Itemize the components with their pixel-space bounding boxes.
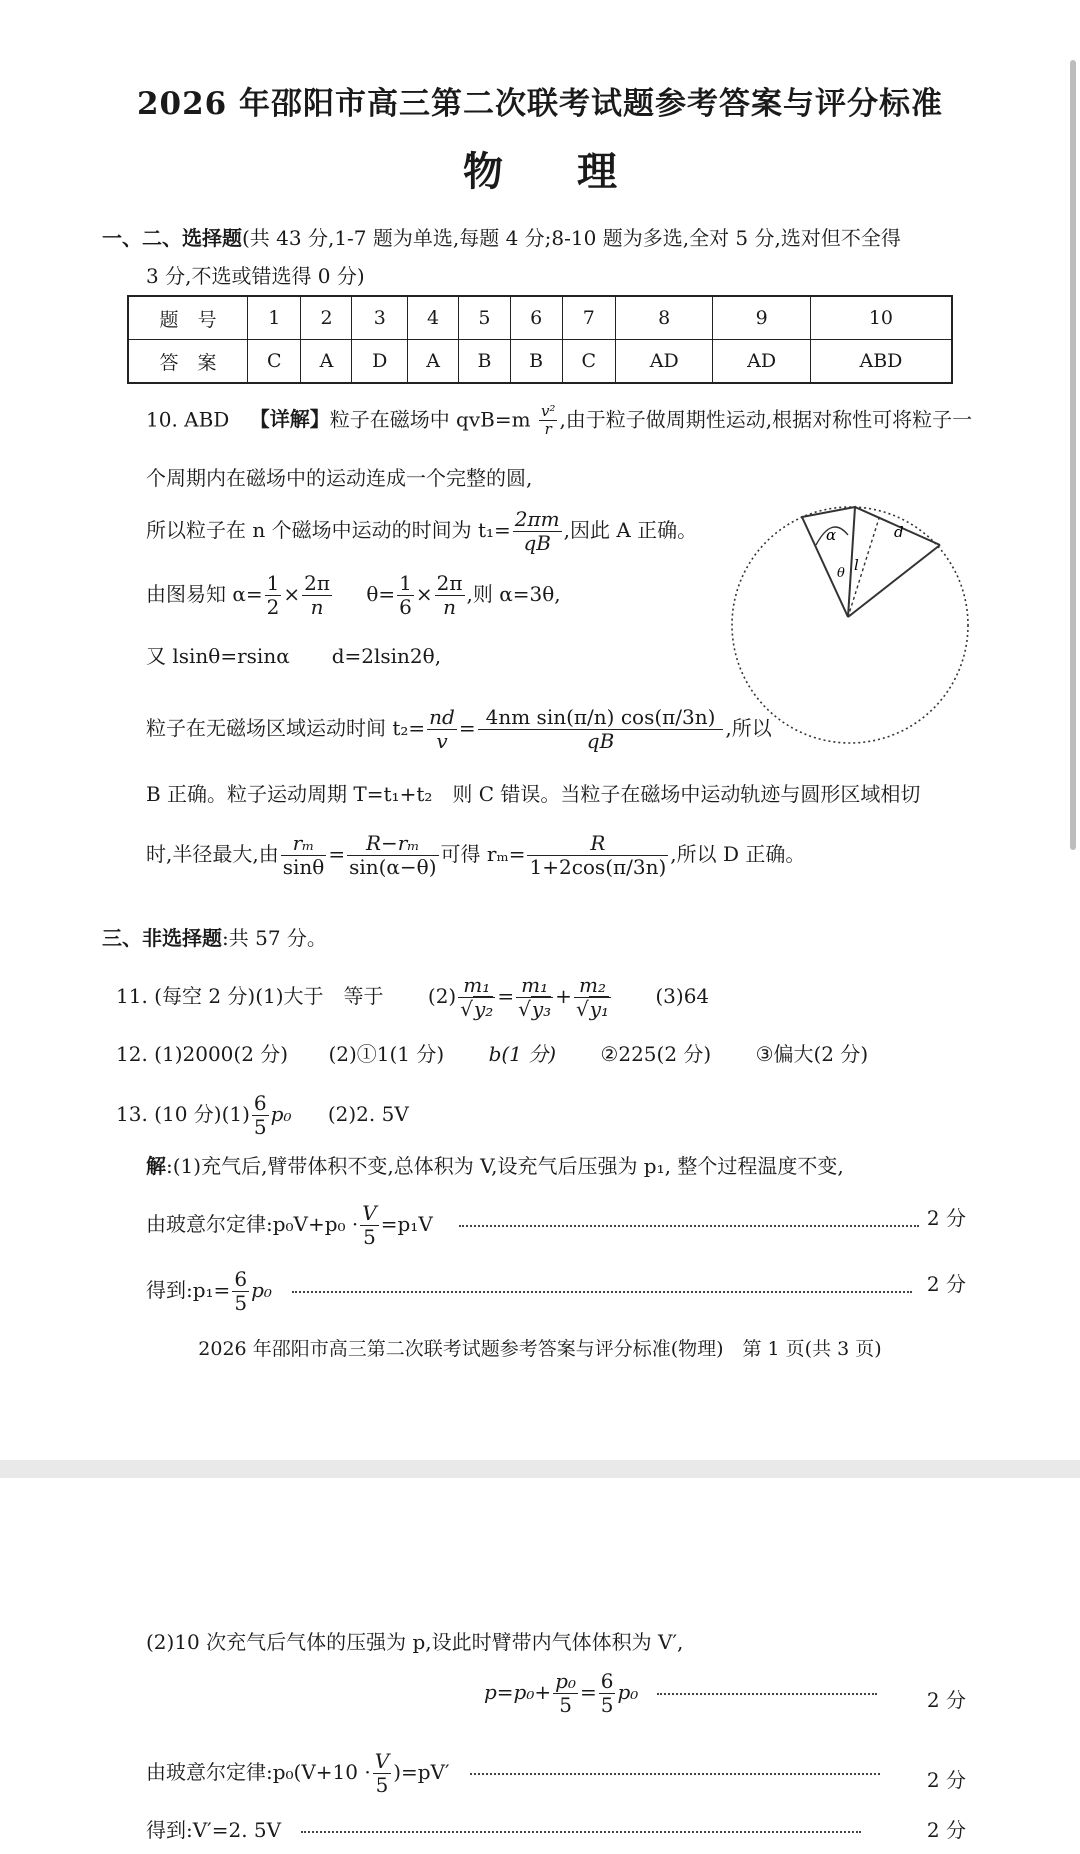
table-cell: 9 (713, 296, 810, 340)
q13-text: (2)2. 5V (327, 1102, 409, 1126)
table-cell: A (408, 340, 459, 384)
denominator: 5 (559, 1693, 572, 1717)
denominator: v (436, 729, 448, 753)
q13-text: p₀ (270, 1102, 292, 1126)
section1-line1 (102, 222, 901, 251)
q10-text-tail: ,因此 A 正确。 (563, 518, 698, 542)
fraction (458, 974, 495, 1021)
fraction (478, 706, 724, 753)
q13-part2-eq (484, 1670, 966, 1717)
fraction (574, 974, 611, 1021)
radius-line (848, 545, 940, 617)
q10-line6 (146, 706, 772, 753)
section3-line (102, 922, 327, 951)
table-cell: ABD (810, 340, 952, 384)
score-label: 2 分 (926, 1688, 966, 1712)
fraction (539, 403, 558, 439)
alpha-label: α (826, 526, 837, 544)
d-label: d (894, 523, 904, 541)
dot-leader (657, 1693, 877, 1695)
numerator: 6 (600, 1669, 614, 1693)
denominator: √y₃ (518, 997, 552, 1021)
numerator: 2πm (514, 507, 560, 531)
subject-heading: 物 理 (463, 148, 647, 195)
q10-text-tail: ,所以 D 正确。 (670, 842, 806, 866)
solution-text: :(1)充气后,臂带体积不变,总体积为 V,设充气后压强为 p₁, 整个过程温度不变, (166, 1154, 844, 1178)
equation-text: 由玻意尔定律:p₀V+p₀ · (146, 1212, 359, 1236)
q13-solution-line1 (146, 1150, 844, 1179)
triangle-path (802, 507, 855, 617)
q10-line5 (146, 640, 441, 669)
q10-text: 时,半径最大,由 (146, 842, 279, 866)
numerator: p₀ (555, 1669, 576, 1693)
fraction (265, 572, 282, 619)
sqrt-content: y₂ (474, 997, 494, 1021)
q10-text: 所以粒子在 n 个磁场中运动的时间为 t₁= (146, 518, 511, 542)
q10-text: × (283, 582, 301, 606)
section3-tail: :共 57 分。 (222, 926, 327, 950)
fraction (252, 1092, 269, 1139)
q10-text: ,则 α=3θ, (466, 582, 561, 606)
denominator: qB (523, 531, 551, 555)
fraction (599, 1670, 616, 1717)
page-footer: 2026 年邵阳市高三第二次联考试题参考答案与评分标准(物理) 第 1 页(共 3 页) (198, 1338, 882, 1360)
q10-text: 粒子在磁场中 qvB=m (329, 407, 531, 432)
table-cell: 2 (301, 296, 352, 340)
equation-text: 由玻意尔定律:p₀(V+10 · (146, 1760, 371, 1784)
table-cell: 6 (510, 296, 562, 340)
q13-boyle-line (146, 1202, 966, 1249)
q13-text: 13. (10 分)(1) (116, 1102, 250, 1126)
numerator: m₁ (458, 974, 495, 998)
q10-text: 可得 rₘ= (440, 842, 526, 866)
table-cell: D (352, 340, 408, 384)
numerator: rₘ (281, 832, 327, 856)
numerator: 1 (266, 571, 280, 595)
equation-text: p₀ (251, 1278, 272, 1302)
q11-text: 11. (每空 2 分)(1)大于 等于 (116, 984, 384, 1008)
numerator: V (374, 1749, 390, 1773)
q10-text: 由图易知 α= (146, 582, 263, 606)
denominator: 5 (600, 1693, 614, 1717)
numerator: v² (540, 402, 556, 420)
dot-leader (459, 1225, 919, 1227)
numerator: 4nm sin(π/n) cos(π/3n) (478, 706, 724, 730)
q11-line: 11. (每空 2 分)(1)大于 等于 (2) $\frac{\text{m₁}}{\text{√y₂}}$ = $\frac{\text{m₁}}{\text{√y₃}}$ + $\frac{\text{m₂}}{\text{√y₁}}$ (3)64 (116, 973, 710, 1021)
numerator: 2π (436, 571, 463, 595)
q13-line (116, 1092, 409, 1139)
q10-text: 又 lsinθ=rsinα (146, 644, 290, 668)
sqrt-content: y₁ (589, 997, 610, 1021)
document-page-2 (0, 1478, 1080, 1854)
table-cell: 5 (459, 296, 511, 340)
numerator: R−rₘ (347, 832, 438, 856)
denominator: √y₂ (460, 997, 494, 1021)
table-cell: 1 (248, 296, 301, 340)
q12-text: ③偏大(2 分) (755, 1042, 869, 1066)
table-cell: AD (713, 340, 810, 384)
denominator: sinθ (282, 855, 325, 879)
denominator: 2 (266, 595, 280, 619)
section1-desc-b: 3 分,不选或错选得 0 分) (146, 264, 365, 288)
denominator: 5 (253, 1115, 267, 1139)
q10-prefix: 10. ABD (146, 407, 230, 432)
numerator: 6 (234, 1267, 248, 1291)
q10-line2: 个周期内在磁场中的运动连成一个完整的圆, (146, 466, 533, 490)
denominator: n (310, 595, 324, 619)
dot-leader (470, 1773, 880, 1775)
fraction (347, 832, 438, 879)
scrollbar[interactable] (1070, 60, 1076, 850)
answer-table (127, 295, 953, 384)
denominator: n (443, 595, 457, 619)
fraction (516, 974, 553, 1021)
q13-result-line (146, 1268, 966, 1315)
denominator: 5 (363, 1225, 376, 1249)
denominator: qB (586, 729, 615, 753)
dot-leader (301, 1831, 861, 1833)
table-cell: 10 (810, 296, 952, 340)
q13-part2-line1: (2)10 次充气后气体的压强为 p,设此时臂带内气体体积为 V′, (146, 1630, 684, 1654)
table-header-answer: 答 案 (128, 340, 248, 384)
table-cell: C (248, 340, 301, 384)
equation-text: p=p₀+ (484, 1680, 552, 1704)
numerator: nd (429, 705, 455, 729)
q10-text: × (415, 582, 433, 606)
fraction (397, 572, 414, 619)
table-cell: 7 (562, 296, 615, 340)
table-cell: 4 (408, 296, 459, 340)
q13-part2-result (146, 1814, 966, 1843)
numerator: 1 (399, 571, 412, 595)
denominator: r (544, 420, 552, 439)
q10-text: d=2lsin2θ, (331, 644, 442, 668)
section1-heading: 一、二、选择题 (102, 226, 242, 250)
q10-tag: 【详解】 (249, 407, 330, 432)
dot-leader (292, 1291, 912, 1293)
fraction (360, 1202, 378, 1249)
equation-text: =p₁V (380, 1212, 433, 1236)
score-label: 2 分 (926, 1206, 966, 1230)
q12-text: (2)①1(1 分) (328, 1042, 445, 1066)
table-row (128, 340, 952, 384)
section1-desc-a: (共 43 分,1-7 题为单选,每题 4 分;8-10 题为多选,全对 5 分,选对但不全得 (242, 226, 901, 250)
q11-text: (3)64 (655, 984, 710, 1008)
denominator: 1+2cos(π/3n) (529, 855, 667, 879)
page-title: 2026 年邵阳市高三第二次联考试题参考答案与评分标准 (136, 86, 944, 122)
equation-text: 得到:V′=2. 5V (146, 1818, 282, 1842)
table-cell: B (510, 340, 562, 384)
numerator: R (527, 832, 668, 856)
q10-line8: 时,半径最大,由 $\frac{\text{rₘ}}{\sin\theta}$ = $\frac{\text{R−rₘ}}{\sin(\alpha-\theta)}$ 可得 rₘ= $\frac{R}{1+2\cos(\pi/3n)}$ ,所以 D 正确。 (146, 831, 806, 879)
fraction (435, 572, 465, 619)
denominator: 6 (399, 595, 412, 619)
equation-text: 得到:p₁= (146, 1278, 231, 1302)
equation-text: = (579, 1680, 597, 1704)
q12-text: 12. (1)2000(2 分) (116, 1042, 289, 1066)
score-label: 2 分 (926, 1768, 966, 1792)
fraction (553, 1670, 578, 1717)
q11-text: (2) (427, 984, 457, 1008)
q12-line (116, 1038, 868, 1067)
fraction (427, 706, 457, 753)
solution-head: 解 (146, 1154, 166, 1178)
fraction (302, 572, 332, 619)
table-cell: AD (615, 340, 712, 384)
sqrt-content: y₃ (531, 997, 552, 1021)
l-label: l (854, 556, 859, 574)
fraction (513, 508, 562, 555)
table-header-number: 题 号 (128, 296, 248, 340)
denominator: sin(α−θ) (349, 855, 437, 879)
fraction (527, 832, 668, 879)
equation-text: p₀ (617, 1680, 639, 1704)
table-cell: 3 (352, 296, 408, 340)
denominator: 5 (234, 1291, 248, 1315)
fraction (232, 1268, 249, 1315)
numerator: 2π (304, 571, 330, 595)
q10-text: 粒子在无磁场区域运动时间 t₂= (146, 716, 426, 740)
equation-text: )=pV′ (393, 1760, 450, 1784)
score-label: 2 分 (926, 1272, 966, 1296)
table-cell: A (301, 340, 352, 384)
numerator: m₁ (516, 974, 553, 998)
table-cell: 8 (615, 296, 712, 340)
table-cell: B (459, 340, 511, 384)
numerator: V (362, 1201, 377, 1225)
q10-line3 (146, 508, 697, 555)
q10-text-tail: ,所以 (725, 716, 772, 740)
q10-line4 (146, 572, 561, 619)
denominator: 5 (375, 1773, 389, 1797)
score-label: 2 分 (926, 1818, 966, 1842)
table-cell: C (562, 340, 615, 384)
q10-text: θ= (366, 582, 396, 606)
table-row (128, 296, 952, 340)
circle-trajectory-diagram (720, 495, 980, 755)
fraction (373, 1750, 391, 1797)
numerator: 6 (253, 1091, 267, 1115)
q10-text: = (458, 716, 476, 740)
section3-heading: 三、非选择题 (102, 926, 222, 950)
q10-line1 (146, 403, 972, 439)
q12-text: ②225(2 分) (600, 1042, 712, 1066)
fraction (281, 832, 327, 879)
theta-label: θ (837, 566, 845, 581)
denominator: √y₁ (575, 997, 610, 1021)
q10-text-tail: ,由于粒子做周期性运动,根据对称性可将粒子一 (559, 407, 973, 432)
q10-line7: B 正确。粒子运动周期 T=t₁+t₂ 则 C 错误。当粒子在磁场中运动轨迹与圆形区域相切 (146, 782, 921, 806)
q13-part2-boyle (146, 1750, 966, 1797)
q12-text: b(1 分) (488, 1042, 557, 1066)
numerator: m₂ (574, 974, 611, 998)
